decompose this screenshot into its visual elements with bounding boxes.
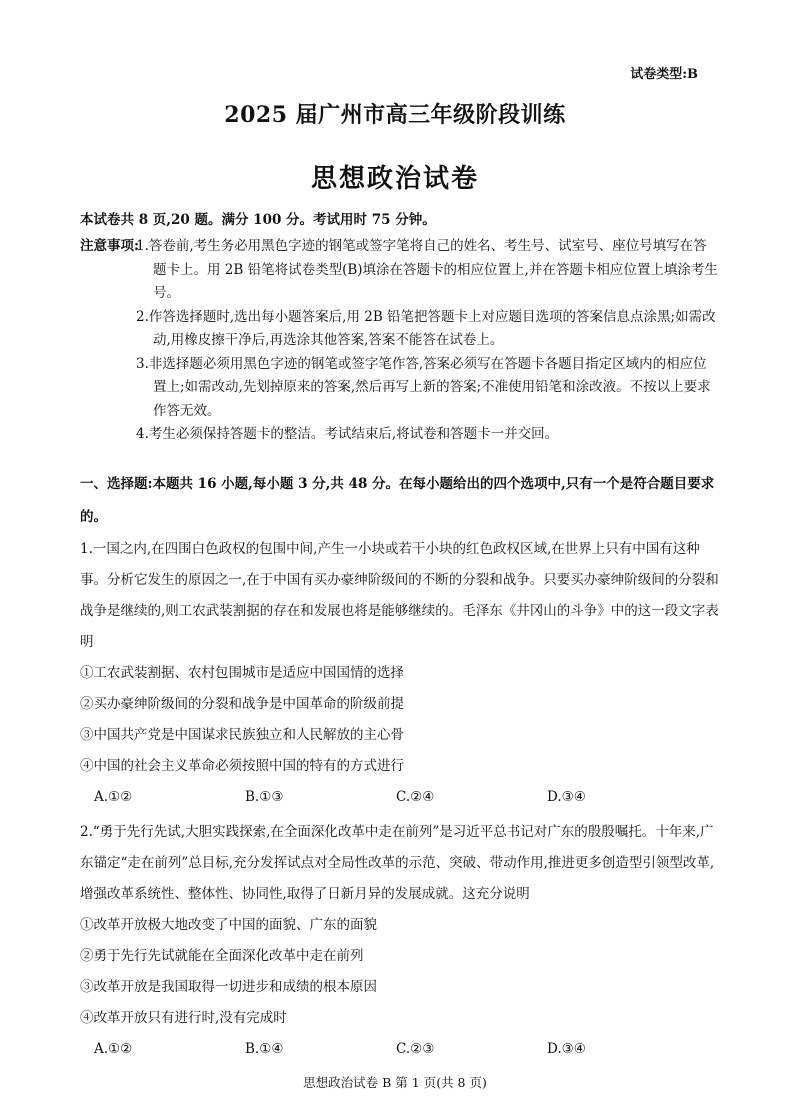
- answer-choices: [80, 1034, 720, 1065]
- exam-title: 2025 届广州市高三年级阶段训练: [224, 102, 566, 128]
- note-item: 3.非选择题必须用黑色字迹的钢笔或签字笔作答,答案必须写在答题卡各题目指定区域内的相应位置上;如需改动,先划掉原来的答案,然后再写上新的答案;不准使用铅笔和涂改液。不按以上要求作答无效。: [136, 355, 711, 419]
- question-stem: 2.“勇于先行先试,大胆实践探索,在全面深化改革中走在前列”是习近平总书记对广东的殷殷嘱托。十年来,广东锚定“走在前列”总目标,充分发挥试点对全局性改革的示范、突破、带动作用,推进更多创造型引领型改革,增强改革系统性、整体性、协同性,取得了日新月异的发展成就。这充分说明: [80, 824, 715, 902]
- exam-subtitle: 思想政治试卷: [310, 164, 479, 194]
- question-stem: 1.一国之内,在四围白色政权的包围中间,产生一小块或若干小块的红色政权区域,在世界上只有中国有这种事。分析它发生的原因之一,在于中国有买办豪绅阶级间的不断的分裂和战争。只要买办豪绅阶级间的分裂和战争是继续的,则工农武装割据的存在和发展也将是能够继续的。毛泽东《井冈山的斗争》中的这一段文字表明: [80, 541, 719, 650]
- choice-a: A.①②: [94, 789, 133, 805]
- question-option: ②勇于先行先试就能在全面深化改革中走在前列: [80, 948, 364, 964]
- question-option: ④中国的社会主义革命必须按照中国的特有的方式进行: [80, 758, 404, 774]
- question-2: [80, 817, 720, 1065]
- note-item: 1.答卷前,考生务必用黑色字迹的钢笔或签字笔将自己的姓名、考生号、试室号、座位号填写在答题卡上。用 2B 铅笔将试卷类型(B)填涂在答题卡的相应位置上,并在答题卡相应位置上填涂考生号。: [136, 238, 718, 301]
- choice-b: B.①③: [245, 789, 284, 805]
- choice-b: B.①④: [245, 1041, 284, 1057]
- choice-c: C.②④: [396, 789, 435, 805]
- question-option: ②买办豪绅阶级间的分裂和战争是中国革命的阶级前提: [80, 696, 404, 712]
- notes-label: 注意事项:: [80, 238, 139, 254]
- choice-c: C.②③: [396, 1041, 435, 1057]
- question-option: ①工农武装割据、农村包围城市是适应中国国情的选择: [80, 665, 404, 681]
- choice-a: A.①②: [94, 1041, 133, 1057]
- question-option: ①改革开放极大地改变了中国的面貌、广东的面貌: [80, 917, 377, 933]
- paper-type-label: 试卷类型:B: [630, 67, 698, 82]
- answer-choices: [80, 782, 720, 813]
- section-heading: 一、选择题:本题共 16 小题,每小题 3 分,共 48 分。在每小题给出的四个选项中,只有一个是符合题目要求的。: [80, 476, 715, 525]
- notes-block: [80, 235, 720, 447]
- question-option: ③改革开放是我国取得一切进步和成绩的根本原因: [80, 979, 377, 995]
- note-item: 2.作答选择题时,选出每小题答案后,用 2B 铅笔把答题卡上对应题目选项的答案信息点涂黑;如需改动,用橡皮擦干净后,再选涂其他答案,答案不能答在试卷上。: [136, 308, 716, 348]
- question-option: ③中国共产党是中国谋求民族独立和人民解放的主心骨: [80, 727, 404, 743]
- page-footer: 思想政治试卷 B 第 1 页(共 8 页): [303, 1075, 487, 1090]
- question-1: [80, 534, 720, 813]
- exam-meta: 本试卷共 8 页,20 题。满分 100 分。考试用时 75 分钟。: [80, 212, 436, 228]
- choice-d: D.③④: [547, 789, 586, 805]
- question-option: ④改革开放只有进行时,没有完成时: [80, 1010, 287, 1026]
- note-item: 4.考生必须保持答题卡的整洁。考试结束后,将试卷和答题卡一并交回。: [136, 426, 559, 442]
- choice-d: D.③④: [547, 1041, 586, 1057]
